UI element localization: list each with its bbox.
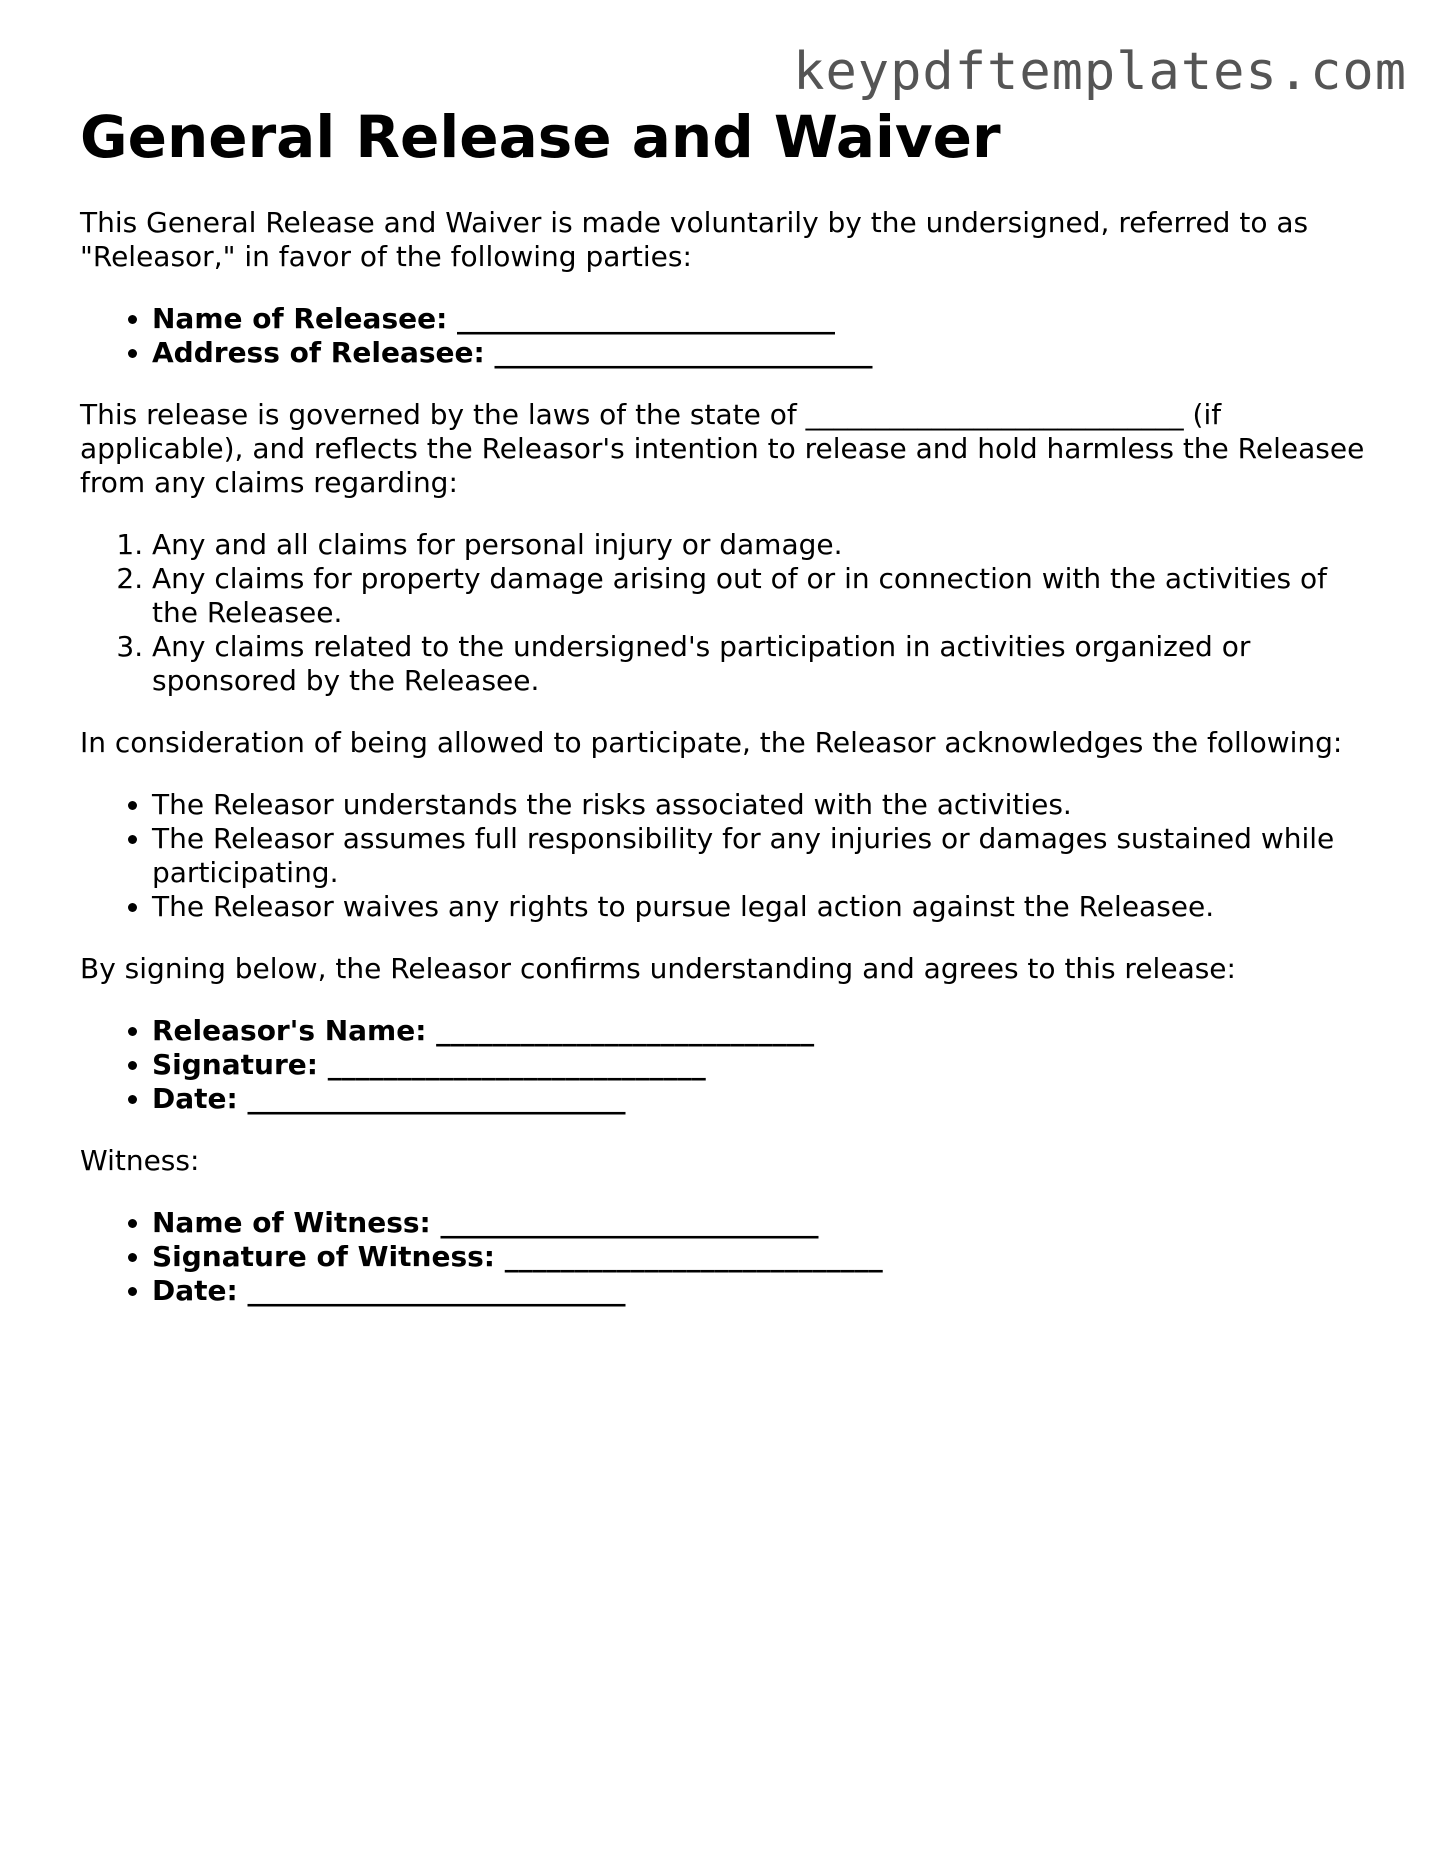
field-label: Signature: <box>152 1048 318 1081</box>
field-blank[interactable]: ___________________________ <box>457 302 836 335</box>
field-label: Name of Releasee: <box>152 302 448 335</box>
field-blank[interactable]: ___________________________ <box>504 1240 883 1273</box>
field-label: Signature of Witness: <box>152 1240 495 1273</box>
field-label: Releasor's Name: <box>152 1014 427 1047</box>
field-releasee-name[interactable] <box>152 302 1380 336</box>
field-blank[interactable]: ___________________________ <box>440 1206 819 1239</box>
parties-list <box>80 302 1380 370</box>
list-item: 3. Any claims related to the undersigned's participation in activities organized or sponsored by the Releasee. <box>152 630 1380 698</box>
state-blank[interactable]: ___________________________ <box>805 398 1184 431</box>
field-witness-signature[interactable] <box>152 1240 1380 1274</box>
list-item: • The Releasor assumes full responsibility for any injuries or damages sustained while participating. <box>152 822 1380 890</box>
field-blank[interactable]: ___________________________ <box>247 1082 626 1115</box>
governing-law-paragraph <box>80 398 1380 500</box>
field-releasor-name[interactable] <box>152 1014 1380 1048</box>
list-item: 2. Any claims for property damage arising out of or in connection with the activities of the Releasee. <box>152 562 1380 630</box>
signing-paragraph: By signing below, the Releasor confirms understanding and agrees to this release: <box>80 952 1236 985</box>
field-witness-name[interactable] <box>152 1206 1380 1240</box>
field-blank[interactable]: ___________________________ <box>327 1048 706 1081</box>
page-title: General Release and Waiver <box>80 103 1001 171</box>
field-releasor-signature[interactable] <box>152 1048 1380 1082</box>
witness-heading: Witness: <box>80 1144 200 1177</box>
field-label: Date: <box>152 1082 238 1115</box>
field-releasor-date[interactable] <box>152 1082 1380 1116</box>
acknowledgements-list <box>80 788 1380 924</box>
field-label: Address of Releasee: <box>152 336 485 369</box>
witness-fields-list <box>80 1206 1380 1308</box>
governing-text-after: (if applicable), and reflects the Releasor's intention to release and hold harmless the Releasee from any claims regarding: <box>80 398 1365 499</box>
intro-paragraph: This General Release and Waiver is made voluntarily by the undersigned, referred to as "Releasor," in favor of the following parties: <box>80 206 1309 273</box>
releasor-fields-list <box>80 1014 1380 1116</box>
field-label: Date: <box>152 1274 238 1307</box>
consideration-paragraph: In consideration of being allowed to participate, the Releasor acknowledges the following: <box>80 726 1343 759</box>
list-item: 1. Any and all claims for personal injury or damage. <box>152 528 1380 562</box>
watermark: keypdftemplates.com <box>793 42 1407 102</box>
field-label: Name of Witness: <box>152 1206 431 1239</box>
field-witness-date[interactable] <box>152 1274 1380 1308</box>
list-item: • The Releasor understands the risks associated with the activities. <box>152 788 1380 822</box>
list-item: • The Releasor waives any rights to pursue legal action against the Releasee. <box>152 890 1380 924</box>
field-releasee-address[interactable] <box>152 336 1380 370</box>
document-page <box>80 100 1380 1308</box>
claims-list <box>80 528 1380 698</box>
field-blank[interactable]: ___________________________ <box>247 1274 626 1307</box>
field-blank[interactable]: ___________________________ <box>436 1014 815 1047</box>
field-blank[interactable]: ___________________________ <box>494 336 873 369</box>
governing-text-before: This release is governed by the laws of the state of <box>80 398 797 431</box>
